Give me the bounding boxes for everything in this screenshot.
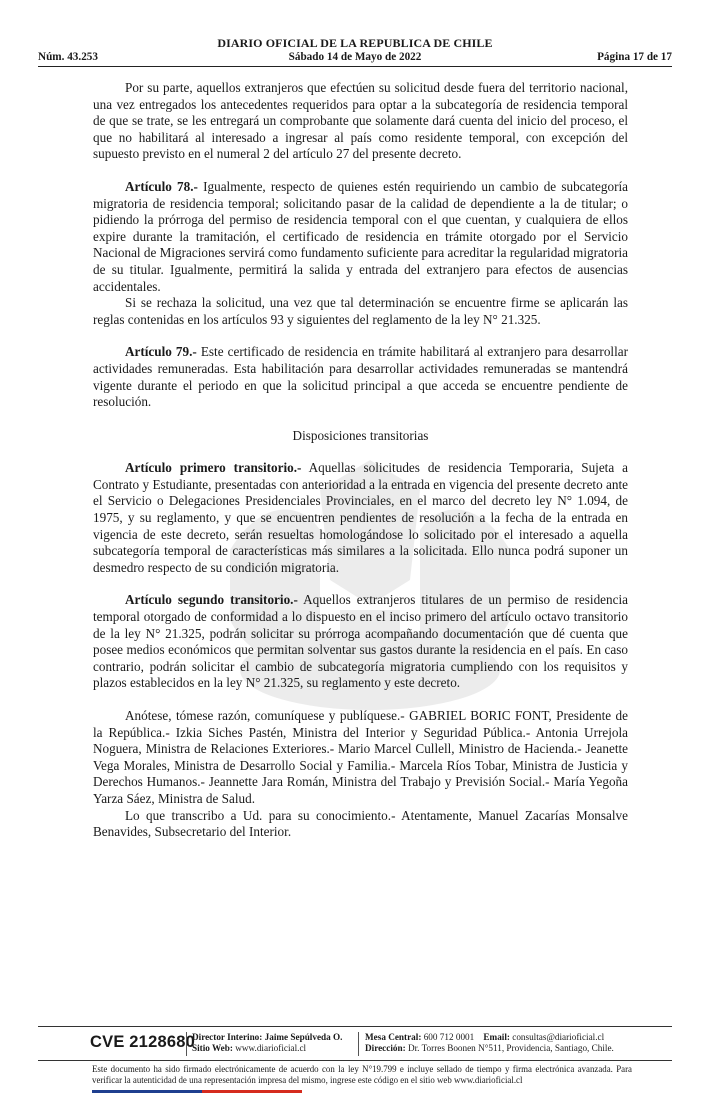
- footer-bottom-divider: [38, 1060, 672, 1061]
- address-value: Dr. Torres Boonen N°511, Providencia, Santiago, Chile.: [407, 1043, 614, 1053]
- article-second-transitional-text: Aquellos extranjeros titulares de un permiso de residencia temporal otorgado de conformidad a lo dispuesto en el inciso primero del artículo octavo transitorio de la ley N° 21.325, podrán solicitar su prórroga acompañando documentación que dé cuenta que posee medios económicos que permitan solventar sus gastos durante la residencia en el país. En caso contrario, podrán solicitar el cambio de subcategoría migratoria cumpliendo con los requisitos y plazos establecidos en la ley N° 21.325, su reglamento y este decreto.: [93, 592, 628, 691]
- issue-number: Núm. 43.253: [38, 51, 98, 63]
- electronic-signature-disclaimer: Este documento ha sido firmado electrónicamente de acuerdo con la ley N°19.799 e incluye sellado de tiempo y firma electrónica avanzada. Para verificar la autenticidad de una representación impresa del mismo, ingrese este código en el sitio web www.diarioficial.cl: [92, 1064, 632, 1085]
- article-79-label: Artículo 79.-: [125, 344, 197, 360]
- footer-director-block: [192, 1032, 342, 1054]
- article-first-transitional-label: Artículo primero transitorio.-: [125, 460, 302, 476]
- transitional-provisions-heading: Disposiciones transitorias: [292, 427, 429, 443]
- site-label: Sitio Web:: [192, 1043, 233, 1053]
- gazette-title: DIARIO OFICIAL DE LA REPUBLICA DE CHILE: [217, 36, 493, 50]
- closing-paragraph: Lo que transcribo a Ud. para su conocimiento.- Atentamente, Manuel Zacarías Monsalve Benavides, Subsecretario del Interior.: [93, 807, 628, 840]
- article-79: [93, 344, 628, 410]
- paragraph-foreign-applicants: Por su parte, aquellos extranjeros que efectúen su solicitud desde fuera del territorio nacional, una vez entregados los antecedentes requeridos para optar a la subcategoría de residencia temporal de que se trate, se les entregará un comprobante que solamente dará cuenta del inicio del proceso, el que no habilitará al interesado a ingresar al país como residente temporal, con excepción del supuesto previsto en el numeral 2 del artículo 27 del presente decreto.: [93, 80, 628, 162]
- mesa-phone: 600 712 0001: [423, 1032, 475, 1042]
- signatures-paragraph: Anótese, tómese razón, comuníquese y publíquese.- GABRIEL BORIC FONT, Presidente de la República.- Izkia Siches Pastén, Ministra del Interior y Seguridad Pública.- Antonia Urrejola Noguera, Ministra de Relaciones Exteriores.- Mario Marcel Cullell, Ministro de Hacienda.- Jeanette Vega Morales, Ministra de Desarrollo Social y Familia.- Marcela Ríos Tobar, Ministra de Justicia y Derechos Humanos.- Jeannette Jara Román, Ministra del Trabajo y Previsión Social.- María Yegoña Yarza Sáez, Ministra de Salud.: [93, 708, 628, 806]
- footer-contact-block: [365, 1032, 614, 1054]
- flag-blue-segment: [92, 1090, 202, 1093]
- article-78-label: Artículo 78.-: [125, 178, 198, 194]
- article-second-transitional: [93, 592, 628, 692]
- article-78-text: Igualmente, respecto de quienes estén requiriendo un cambio de subcategoría migratoria de residencia temporal; solicitando pasar de la calidad de dependiente a la de titular; o pidiendo la prórroga del permiso de residencia temporal con el que cuentan, y cualquiera de ellos expire durante la tramitación, el certificado de residencia en trámite otorgado por el Servicio Nacional de Migraciones servirá como fundamento suficiente para acreditar la regularidad migratoria de su titular. Igualmente, permitirá la salida y entrada del extranjero para efectos de ausencias accidentales.: [93, 178, 628, 294]
- header-divider: [38, 66, 672, 67]
- document-body: [93, 80, 628, 841]
- flag-red-segment: [202, 1090, 302, 1093]
- issue-date: Sábado 14 de Mayo de 2022: [288, 51, 422, 63]
- article-79-text: Este certificado de residencia en trámite habilitará al extranjero para desarrollar actividades remuneradas. Esta habilitación para desarrollar actividades remuneradas se mantendrá vigente durante el periodo en que la solicitud principal a que acceda se encuentre pendiente de resolución.: [93, 344, 628, 410]
- page-header: [38, 36, 672, 68]
- page-footer: [38, 1030, 672, 1062]
- mesa-label: Mesa Central:: [365, 1032, 422, 1042]
- footer-top-divider: [38, 1026, 672, 1027]
- email-link[interactable]: consultas@diarioficial.cl: [512, 1032, 605, 1042]
- director-label: Director Interino: Jaime Sepúlveda O.: [192, 1032, 343, 1042]
- cve-code: CVE 2128680: [90, 1033, 195, 1051]
- article-first-transitional-text: Aquellas solicitudes de residencia Temporaria, Sujeta a Contrato y Estudiante, presentadas con anterioridad a la entrada en vigencia del presente decreto ante el Servicio o Delegaciones Presidenciales Provinciales, en el marco del decreto ley N° 1.094, de 1975, y su reglamento, y que se encuentren pendientes de resolución a la fecha de la entrada en vigencia de este decreto, serán resueltas homologándose lo solicitado por el interesado a aquella subcategoría temporal de características más similares a la solicitada. Ello nunca podrá suponer un desmedro respecto de su condición migratoria.: [93, 460, 629, 575]
- article-first-transitional: [93, 460, 628, 576]
- email-label: Email:: [483, 1032, 510, 1042]
- article-second-transitional-label: Artículo segundo transitorio.-: [125, 592, 298, 608]
- footer-separator: [186, 1032, 187, 1056]
- flag-color-strip: [92, 1090, 302, 1093]
- article-78-second-paragraph: Si se rechaza la solicitud, una vez que tal determinación se encuentre firme se aplicarán las reglas contenidas en los artículos 93 y siguientes del reglamento de la ley N° 21.325.: [93, 295, 628, 327]
- page-number: Página 17 de 17: [597, 51, 672, 63]
- footer-separator: [358, 1032, 359, 1056]
- article-78: [93, 179, 628, 295]
- site-link[interactable]: www.diarioficial.cl: [235, 1043, 307, 1053]
- address-label: Dirección:: [365, 1043, 406, 1053]
